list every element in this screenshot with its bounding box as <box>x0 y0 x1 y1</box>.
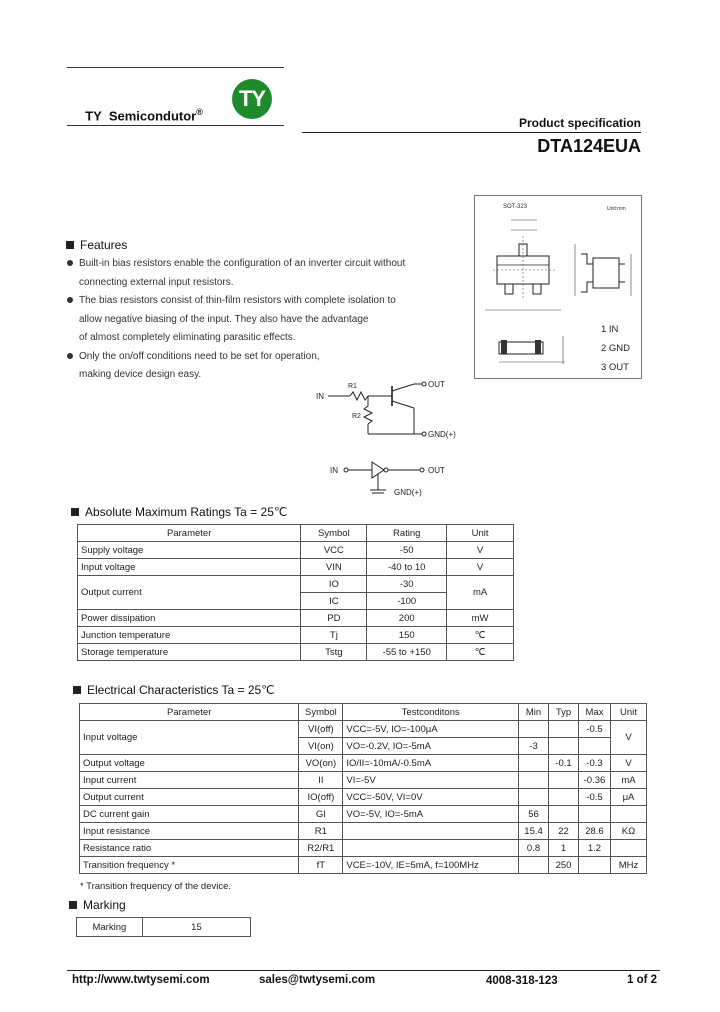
brand-text: TY Semicondutor <box>85 108 197 124</box>
table-row: Input voltage VIN -40 to 10 V <box>78 559 514 576</box>
table-row: Transition frequency * fT VCE=-10V, IE=5mA, f=100MHz 250 MHz <box>80 857 647 874</box>
inverter-out-label: OUT <box>428 466 445 475</box>
footer-email[interactable]: sales@twtysemi.com <box>259 974 376 986</box>
table-row: DC current gain GI VO=-5V, IO=-5mA 56 <box>80 806 647 823</box>
package-drawing <box>474 195 642 379</box>
bullet-dot-icon <box>67 260 73 266</box>
pin-label-3: 3 OUT <box>601 362 629 373</box>
table-row: VI(on) VO=-0.2V, IO=-5mA -3 <box>80 738 647 755</box>
feature-item: The bias resistors consist of thin-film resistors with complete isolation to <box>67 292 407 311</box>
circuit-r1-label: R1 <box>348 383 357 390</box>
elec-heading <box>73 683 275 697</box>
elec-footnote: * Transition frequency of the device. <box>80 881 232 892</box>
table-row: Output voltage VO(on) IO/II=-10mA/-0.5mA -0.1 -0.3 V <box>80 755 647 772</box>
bullet-square-icon <box>73 686 81 694</box>
bullet-square-icon <box>71 508 79 516</box>
table-row: Storage temperature Tstg -55 to +150 ℃ <box>78 644 514 661</box>
feature-item: Only the on/off conditions need to be set for operation, <box>67 348 407 367</box>
table-row: IC -100 <box>78 593 514 610</box>
table-row: Marking 15 <box>77 918 251 937</box>
features-title: Features <box>80 238 128 252</box>
header-top-rule <box>67 67 284 68</box>
logo-text: TY <box>238 86 266 111</box>
table-row: Junction temperature Tj 150 ℃ <box>78 627 514 644</box>
title-rule <box>302 132 641 133</box>
table-row: Supply voltage VCC -50 V <box>78 542 514 559</box>
features-heading <box>66 238 127 252</box>
footer-rule <box>67 970 660 971</box>
table-row: Power dissipation PD 200 mW <box>78 610 514 627</box>
footer-url[interactable]: http://www.twtysemi.com <box>72 974 210 986</box>
bullet-dot-icon <box>67 353 73 359</box>
page-number: 1 of 2 <box>627 974 658 986</box>
table-row: Input resistance R1 15.4 22 28.6 KΩ <box>80 823 647 840</box>
abs-max-heading <box>71 505 287 519</box>
elec-table <box>79 703 647 874</box>
inverter-gnd-label: GND(+) <box>394 488 422 497</box>
table-header-row: Parameter Symbol Rating Unit <box>78 525 514 542</box>
marking-title: Marking <box>83 898 126 912</box>
table-row: Input voltage VI(off) VCC=-5V, IO=-100μA -0.5 V <box>80 721 647 738</box>
equivalent-circuit-diagram <box>310 376 470 506</box>
feature-item-cont: making device design easy. <box>79 369 202 380</box>
circuit-out-label: OUT <box>428 380 445 389</box>
pin-label-1: 1 IN <box>601 324 619 335</box>
abs-max-table <box>77 524 514 661</box>
inverter-in-label: IN <box>330 466 338 475</box>
package-unit: Unit:mm <box>607 206 626 212</box>
footer-phone: 4008-318-123 <box>486 975 558 987</box>
circuit-r2-label: R2 <box>352 413 361 420</box>
marking-heading <box>69 898 126 912</box>
feature-item: Built-in bias resistors enable the configuration of an inverter circuit without <box>67 255 407 274</box>
table-row: Output current IO(off) VCC=-50V, VI=0V -0.5 μA <box>80 789 647 806</box>
resistor-r1-icon <box>350 392 368 400</box>
bullet-dot-icon <box>67 297 73 303</box>
package-outline-icon <box>475 196 641 378</box>
pin-1-lead <box>505 284 513 294</box>
table-row: Output current IO -30 mA <box>78 576 514 593</box>
feature-item-cont: allow negative biasing of the input. They also have the advantage <box>79 313 369 325</box>
elec-title: Electrical Characteristics Ta = 25℃ <box>87 683 275 697</box>
table-row: Resistance ratio R2/R1 0.8 1 1.2 <box>80 840 647 857</box>
resistor-r2-icon <box>364 406 372 424</box>
registered-mark: ® <box>196 107 203 117</box>
feature-item-cont: connecting external input resistors. <box>79 276 234 288</box>
abs-max-title: Absolute Maximum Ratings Ta = 25℃ <box>85 505 288 519</box>
pin-2-lead <box>533 284 541 294</box>
circuit-gnd-label: GND(+) <box>428 430 456 439</box>
marking-table <box>76 917 251 937</box>
table-row: Input current II VI=-5V -0.36 mA <box>80 772 647 789</box>
bullet-square-icon <box>66 241 74 249</box>
brand-name <box>78 92 203 123</box>
package-title: SOT-323 <box>503 204 528 210</box>
bullet-square-icon <box>69 901 77 909</box>
part-number: DTA124EUA <box>537 136 641 156</box>
header-bottom-rule <box>67 125 284 126</box>
features-list <box>67 255 407 385</box>
logo-icon <box>232 79 272 119</box>
feature-item-cont: of almost completely eliminating parasitic effects. <box>79 332 296 343</box>
table-header-row: Parameter Symbol Testconditons Min Typ Max Unit <box>80 704 647 721</box>
circuit-in-label: IN <box>316 392 324 401</box>
doc-type: Product specification <box>518 116 641 130</box>
pin-label-2: 2 GND <box>601 343 631 354</box>
